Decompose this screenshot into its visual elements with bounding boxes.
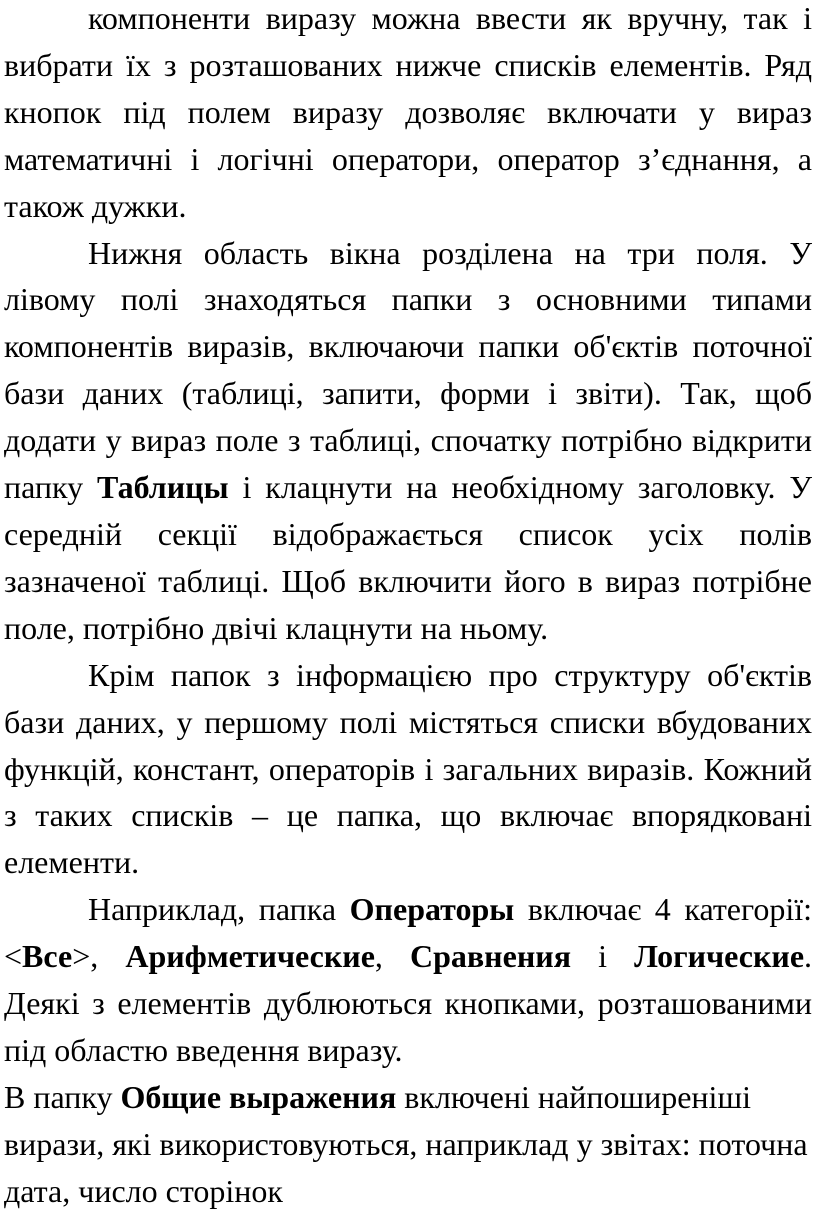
paragraph-3 <box>4 652 812 887</box>
paragraph-4-text-f: . Деякі з елементів дублюються кнопками, розташованими під областю введення виразу. <box>4 938 813 1068</box>
paragraph-3-text: Крім папок з інформацією про структуру об'єктів бази даних, у першому полі містяться списки вбудованих функцій, констант, операторів і загальних виразів. Кожний з таких списків – це папка, що включає впорядковані елементи. <box>4 656 812 881</box>
paragraph-4-text-d: , <box>374 938 410 975</box>
paragraph-1 <box>4 0 812 230</box>
term-sravneniya: Сравнения <box>409 938 571 975</box>
term-tablitsy: Таблицы <box>97 469 229 506</box>
term-logicheskie: Логические <box>634 938 805 975</box>
paragraph-4 <box>4 886 812 1074</box>
paragraph-2-text-b: і клацнути на необхідному заголовку. У середній секції відображається список усіх полів зазначеної таблиці. Щоб включити його в вираз потрібне поле, потрібно двічі клацнути на ньому. <box>4 469 813 646</box>
paragraph-5-text-b: включені найпоширеніші вирази, які використовуються, наприклад у звітах: поточна дата, число сторінок <box>4 1078 808 1209</box>
term-operatory: Операторы <box>349 891 515 928</box>
term-vse: Все <box>22 938 73 975</box>
paragraph-2-text-a: Нижня область вікна розділена на три поля. У лівому полі знаходяться папки з основними типами компонентів виразів, включаючи папки об'єктів поточної бази даних (таблиці, запити, форми і звіти). Так, щоб додати у вираз поле з таблиці, спочатку потрібно відкрити папку <box>4 234 812 506</box>
paragraph-1-text: компоненти виразу можна ввести як вручну, так і вибрати їх з розташованих нижче списків елементів. Ряд кнопок під полем виразу дозволяє включати у вираз математичні і логічні оператори, оператор з’єднання, а також дужки. <box>4 0 812 224</box>
term-arifmeticheskie: Арифметические <box>125 938 375 975</box>
paragraph-5-text-a: В папку <box>4 1078 121 1115</box>
paragraph-4-text-e: і <box>571 938 635 975</box>
paragraph-5 <box>4 1074 812 1215</box>
term-obshchie-vyrazheniya: Общие выражения <box>120 1078 397 1115</box>
paragraph-4-text-a: Наприклад, папка <box>88 891 350 928</box>
paragraph-4-text-c: >, <box>72 938 126 975</box>
paragraph-2 <box>4 230 812 652</box>
paragraph-4-text-b: включає 4 категорії: < <box>4 891 813 975</box>
document-page <box>4 0 812 1215</box>
